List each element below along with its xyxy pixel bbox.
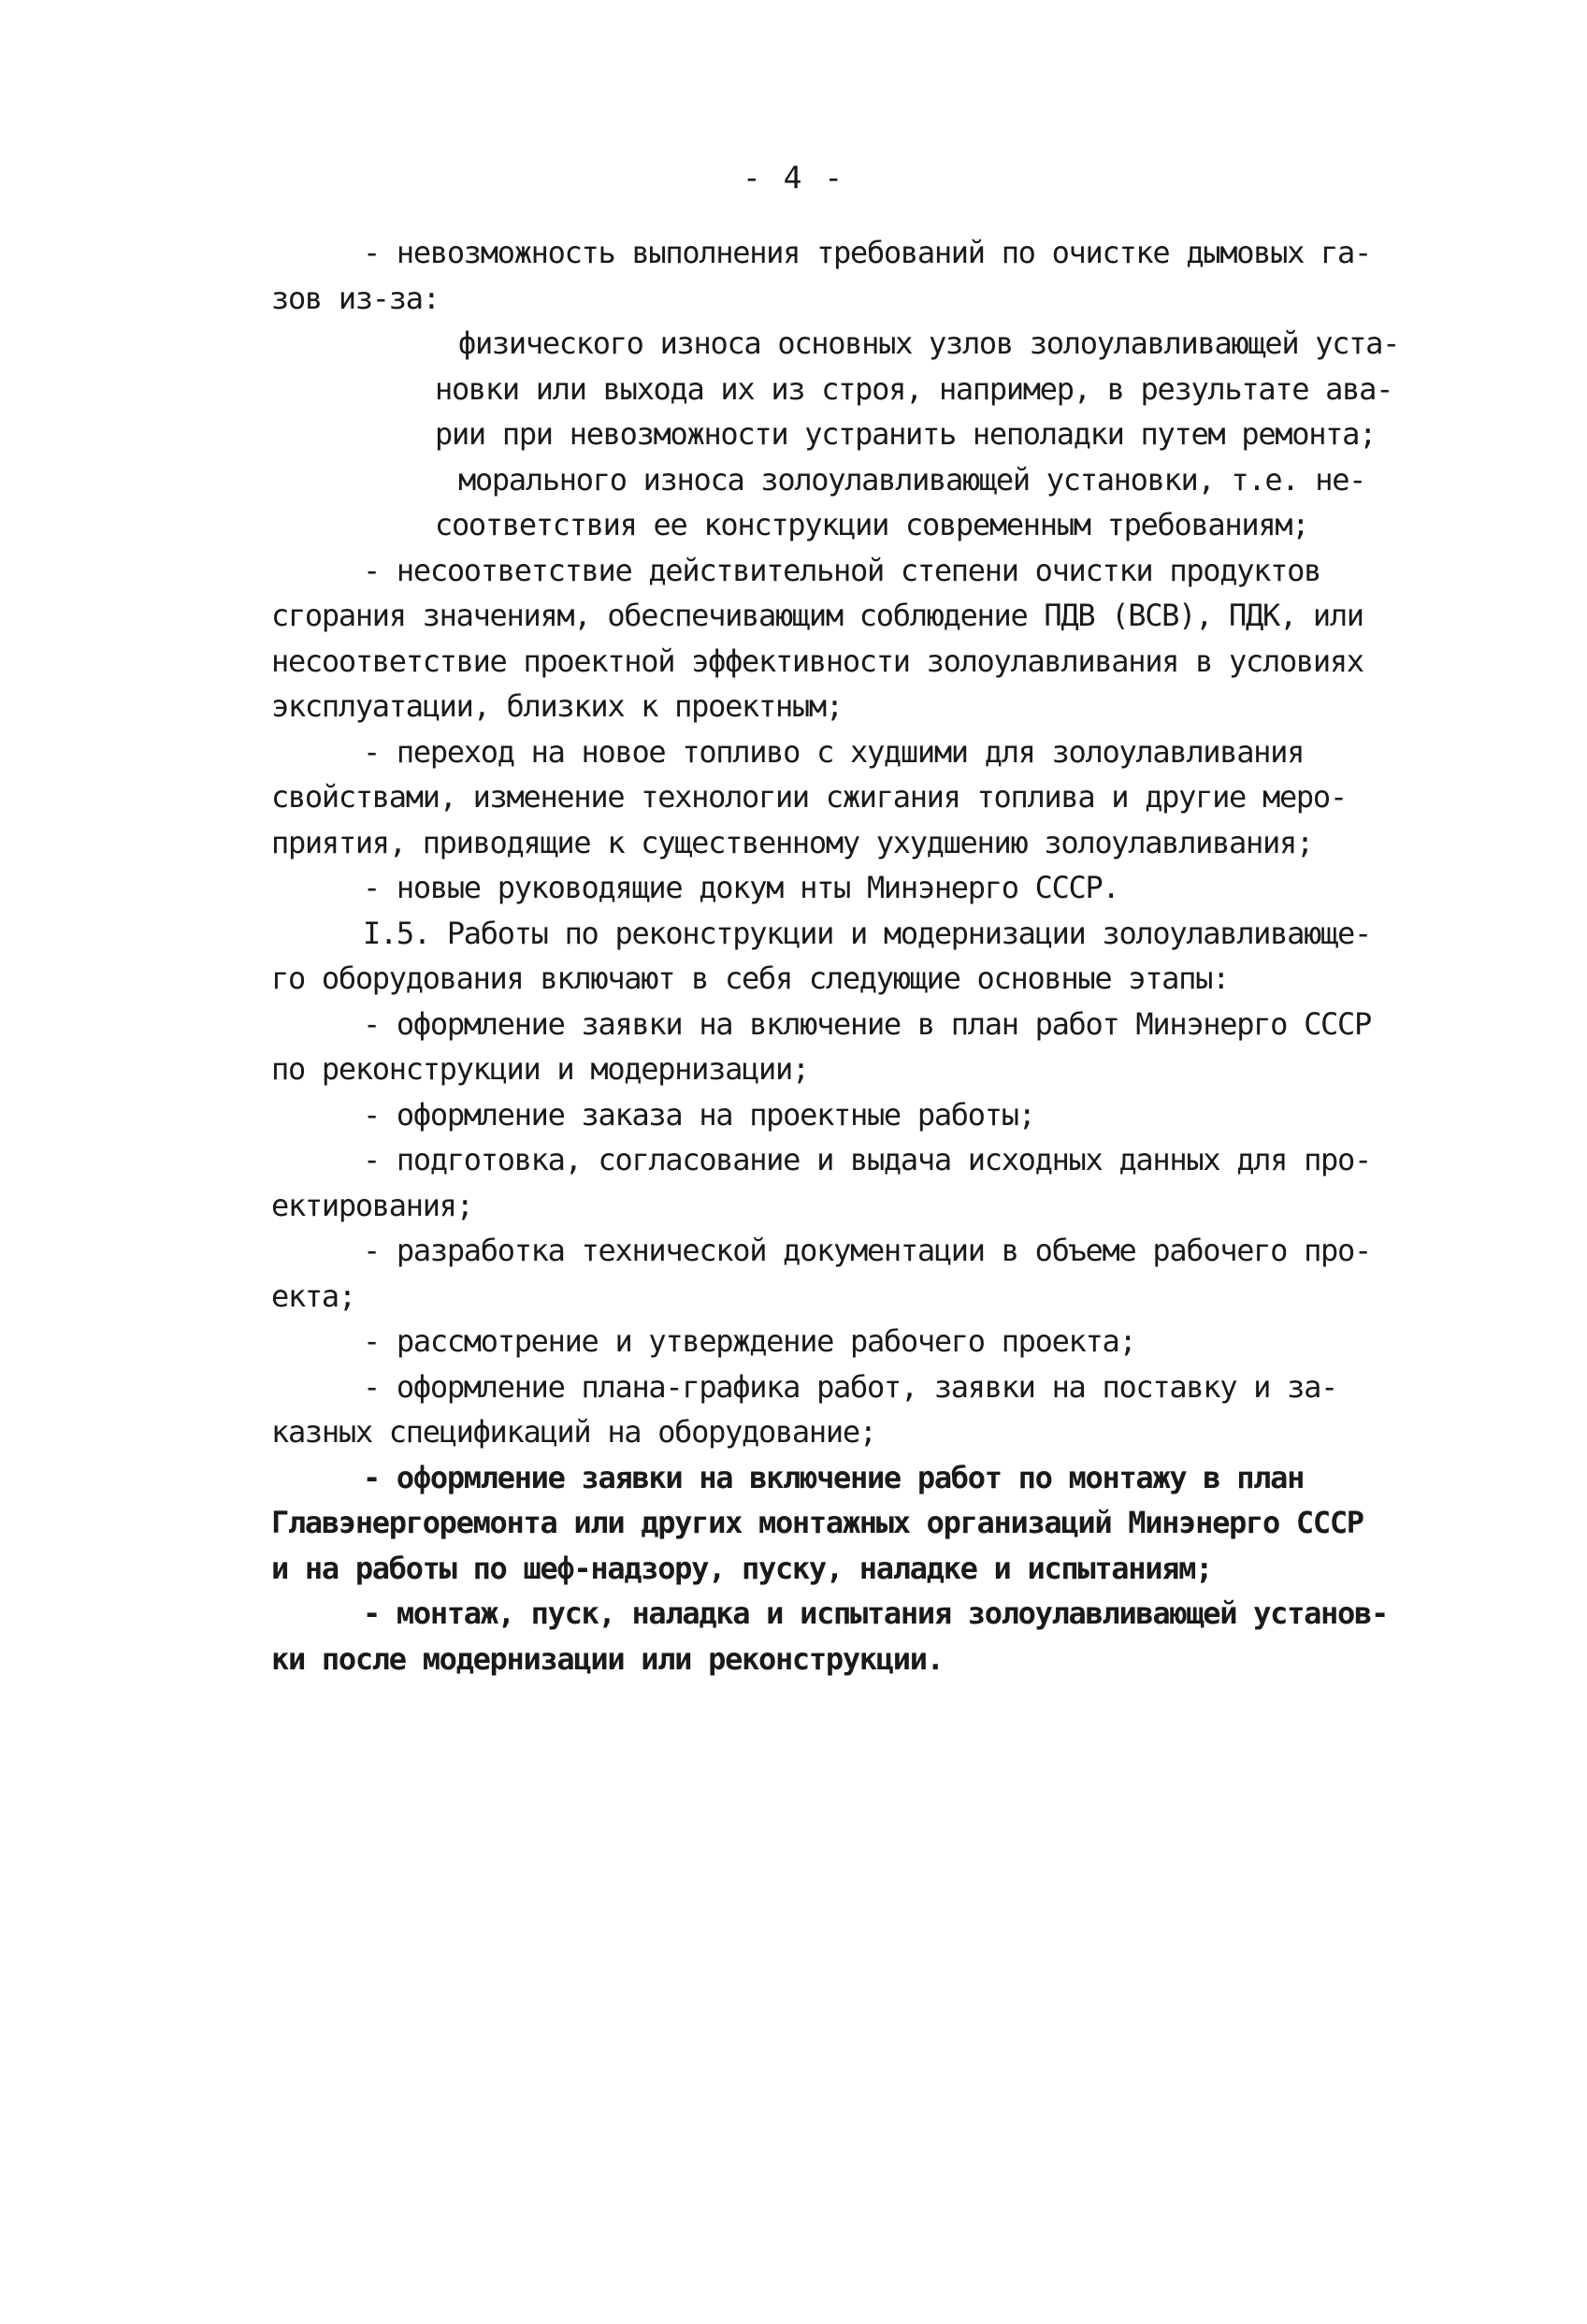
body-line: - невозможность выполнения требований по очистке дымовых га- <box>363 235 1371 270</box>
section-heading-line: I.5. Работы по реконструкции и модернизации золоулавливающе- <box>363 915 1371 951</box>
body-line: зов из-за: <box>271 280 440 316</box>
body-line: - оформление заказа на проектные работы; <box>363 1096 1035 1133</box>
body-line: - несоответствие действительной степени очистки продуктов <box>363 552 1321 588</box>
body-line: приятия, приводящие к существенному ухудшению золоулавливания; <box>271 824 1313 860</box>
body-line: ектирования; <box>271 1187 473 1223</box>
body-line: - оформление заявки на включение в план работ Минэнерго СССР <box>363 1005 1371 1042</box>
body-line: екта; <box>271 1277 355 1314</box>
body-line: - оформление плана-графика работ, заявки на поставку и за- <box>363 1368 1338 1405</box>
body-line: - переход на новое топливо с худшими для золоулавливания <box>363 733 1305 770</box>
body-line: свойствами, изменение технологии сжигания топлива и другие меро- <box>271 779 1347 815</box>
body-line: физического износа основных узлов золоулавливающей уста- <box>458 325 1400 361</box>
body-line: по реконструкции и модернизации; <box>271 1051 809 1087</box>
body-line: - подготовка, согласование и выдача исходных данных для про- <box>363 1142 1371 1177</box>
body-line: сгорания значениям, обеспечивающим соблюдение ПДВ (ВСВ), ПДК, или <box>271 598 1363 633</box>
document-body <box>271 230 1534 1682</box>
body-line: и на работы по шеф-надзору, пуску, наладке и испытаниям; <box>271 1550 1213 1586</box>
body-line: рии при невозможности устранить неполадки путем ремонта; <box>435 416 1377 452</box>
body-line: новки или выхода их из строя, например, в результате ава- <box>435 370 1393 407</box>
body-line: - монтаж, пуск, наладка и испытания золоулавливающей установ- <box>363 1595 1388 1631</box>
body-line: - оформление заявки на включение работ по монтажу в план <box>363 1459 1305 1495</box>
body-line: морального износа золоулавливающей установки, т.е. не- <box>458 461 1366 498</box>
body-line: соответствия ее конструкции современным требованиям; <box>435 507 1309 542</box>
body-line: эксплуатации, близких к проектным; <box>271 688 843 724</box>
body-line: - новые руководящие докум нты Минэнерго СССР. <box>363 870 1119 905</box>
body-line: несоответствие проектной эффективности золоулавливания в условиях <box>271 642 1363 679</box>
body-line: - рассмотрение и утверждение рабочего проекта; <box>363 1323 1136 1359</box>
page-number: - 4 - <box>742 159 845 195</box>
body-line: казных спецификаций на оборудование; <box>271 1414 876 1450</box>
body-line: - разработка технической документации в объеме рабочего про- <box>363 1233 1371 1268</box>
body-line: ки после модернизации или реконструкции. <box>271 1640 944 1677</box>
body-line: го оборудования включают в себя следующие основные этапы: <box>271 960 1230 996</box>
body-line: Главэнергоремонта или других монтажных организаций Минэнерго СССР <box>271 1505 1363 1540</box>
